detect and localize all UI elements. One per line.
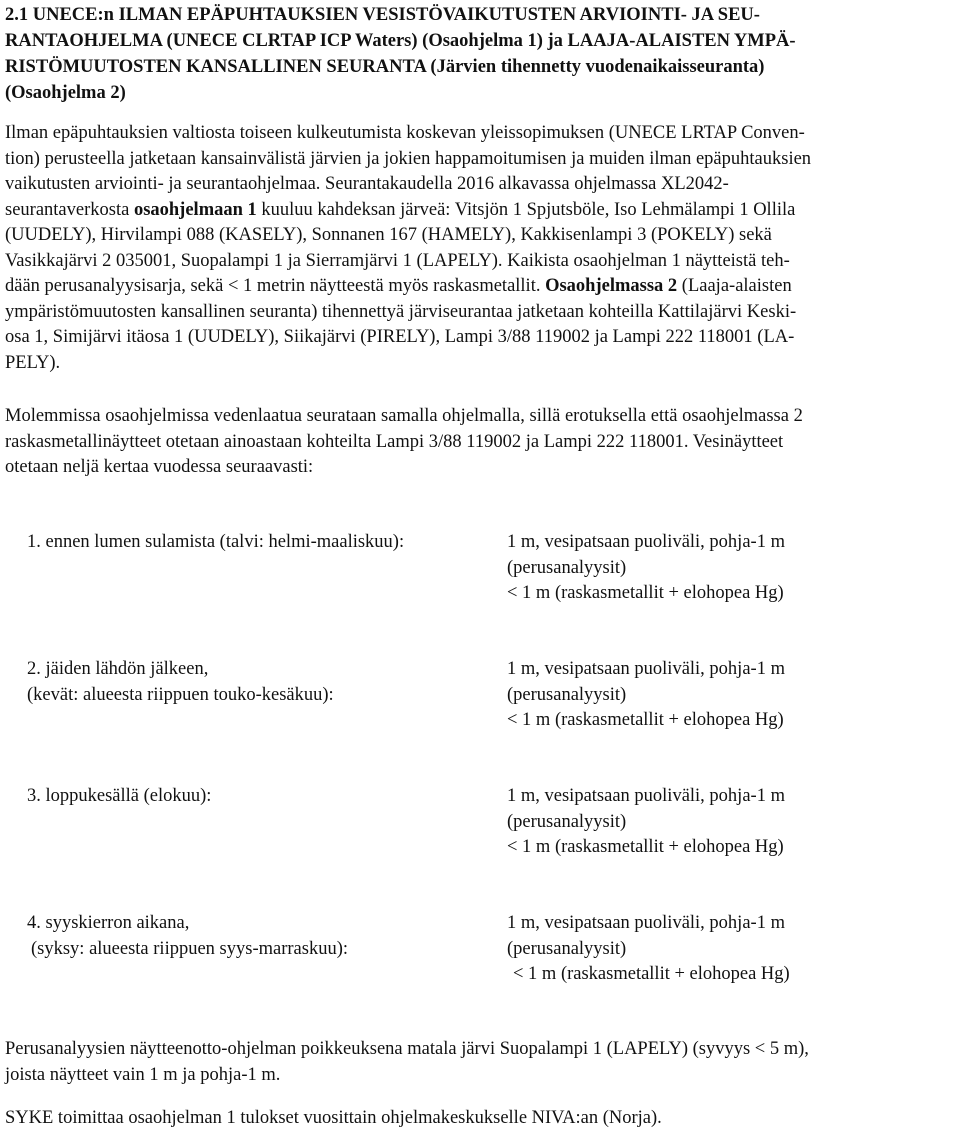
schedule-samples	[507, 657, 785, 734]
text-line: SYKE toimittaa osaohjelman 1 tulokset vuosittain ohjelmakeskukselle NIVA:an (Norja).	[5, 1108, 662, 1128]
timing-subtext: (kevät: alueesta riippuen touko-kesäkuu):	[27, 684, 334, 705]
exception-paragraph	[5, 1037, 955, 1088]
text-line: (UUDELY), Hirvilampi 088 (KASELY), Sonnanen 167 (HAMELY), Kakkisenlampi 3 (POKELY) sekä	[5, 225, 772, 245]
subprogram-1-label: osaohjelmaan 1	[133, 199, 257, 220]
schedule-timing	[27, 784, 211, 810]
text-line: vaikutusten arviointi- ja seurantaohjelmaa. Seurantakaudella 2016 alkavassa ohjelmassa XL2042-	[5, 174, 729, 194]
schedule-samples	[507, 530, 785, 607]
text-run: kuuluu kahdeksan järveä: Vitsjön 1 Spjutsböle, Iso Lehmälampi 1 Ollila	[256, 199, 796, 220]
depth-text: 1 m, vesipatsaan puoliväli, pohja-1 m	[507, 532, 785, 552]
schedule-timing	[27, 911, 348, 962]
text-line: Ilman epäpuhtauksien valtiosta toiseen kulkeutumista koskevan yleissopimuksen (UNECE LRTAP Conven-	[5, 123, 805, 143]
depth-text: 1 m, vesipatsaan puoliväli, pohja-1 m	[507, 786, 785, 806]
metals-text: < 1 m (raskasmetallit + elohopea Hg)	[513, 964, 790, 984]
depth-text: 1 m, vesipatsaan puoliväli, pohja-1 m	[507, 913, 785, 933]
text-line	[5, 198, 955, 224]
analysis-text: (perusanalyysit)	[507, 811, 627, 832]
schedule-item	[5, 530, 955, 610]
metals-text: < 1 m (raskasmetallit + elohopea Hg)	[507, 710, 784, 730]
schedule-samples	[507, 911, 790, 988]
subprogram-2-label: Osaohjelmassa 2	[545, 276, 678, 296]
schedule-item	[5, 657, 955, 737]
metals-text: < 1 m (raskasmetallit + elohopea Hg)	[507, 583, 784, 603]
text-line: tion) perusteella jatketaan kansainvälistä järvien ja jokien happamoitumisen ja muiden ilman epäpuhtauksien	[5, 148, 812, 169]
text-line: osa 1, Simijärvi itäosa 1 (UUDELY), Siikajärvi (PIRELY), Lampi 3/88 119002 ja Lampi 222 118001 (LA-	[5, 327, 795, 347]
analysis-text: (perusanalyysit)	[507, 684, 627, 705]
schedule-item	[5, 911, 955, 991]
analysis-text: (perusanalyysit)	[507, 557, 627, 578]
intro-paragraph	[5, 121, 955, 376]
schedule-samples	[507, 784, 785, 861]
syke-note	[5, 1106, 955, 1132]
schedule-timing	[27, 657, 334, 708]
text-line	[5, 274, 955, 300]
heading-line: RANTAOHJELMA (UNECE CLRTAP ICP Waters) (Osaohjelma 1) ja LAAJA-ALAISTEN YMPÄ-	[5, 31, 796, 51]
timing-text: 3. loppukesällä (elokuu):	[27, 786, 212, 806]
text-run: seurantaverkosta	[5, 199, 134, 220]
text-line: Perusanalyysien näytteenotto-ohjelman poikkeuksena matala järvi Suopalampi 1 (LAPELY) (syvyys < 5 m),	[5, 1039, 809, 1059]
timing-text: 2. jäiden lähdön jälkeen,	[27, 659, 209, 679]
timing-text: 1. ennen lumen sulamista (talvi: helmi-maaliskuu):	[27, 532, 405, 552]
text-line: PELY).	[5, 352, 61, 373]
timing-text: 4. syyskierron aikana,	[27, 913, 190, 933]
text-run: dään perusanalyysisarja, sekä < 1 metrin näytteestä myös raskasmetallit.	[5, 276, 546, 296]
analysis-text: (perusanalyysit)	[507, 938, 627, 959]
section-heading	[5, 2, 955, 106]
text-line: ympäristömuutosten kansallinen seuranta) tihennettyä järviseurantaa jatketaan kohteilla Kattilajärvi Keski-	[5, 301, 797, 322]
text-line: Molemmissa osaohjelmissa vedenlaatua seurataan samalla ohjelmalla, sillä erotuksella että osaohjelmassa 2	[5, 406, 803, 426]
water-quality-paragraph	[5, 404, 955, 481]
text-line: otetaan neljä kertaa vuodessa seuraavasti:	[5, 457, 314, 477]
timing-subtext: (syksy: alueesta riippuen syys-marraskuu):	[31, 938, 348, 959]
heading-line: RISTÖMUUTOSTEN KANSALLINEN SEURANTA (Järvien tihennetty vuodenaikaisseuranta)	[5, 57, 765, 77]
metals-text: < 1 m (raskasmetallit + elohopea Hg)	[507, 837, 784, 857]
depth-text: 1 m, vesipatsaan puoliväli, pohja-1 m	[507, 659, 785, 679]
text-run: (Laaja-alaisten	[677, 276, 792, 296]
text-line: joista näytteet vain 1 m ja pohja-1 m.	[5, 1064, 281, 1085]
heading-line: (Osaohjelma 2)	[5, 83, 126, 103]
text-line: Vasikkajärvi 2 035001, Suopalampi 1 ja Sierramjärvi 1 (LAPELY). Kaikista osaohjelman 1 näytteistä teh-	[5, 250, 790, 271]
schedule-timing	[27, 530, 404, 556]
text-line: raskasmetallinäytteet otetaan ainoastaan kohteilta Lampi 3/88 119002 ja Lampi 222 118001. Vesinäytteet	[5, 431, 784, 452]
schedule-item	[5, 784, 955, 864]
heading-line: 2.1 UNECE:n ILMAN EPÄPUHTAUKSIEN VESISTÖVAIKUTUSTEN ARVIOINTI- JA SEU-	[5, 5, 760, 25]
